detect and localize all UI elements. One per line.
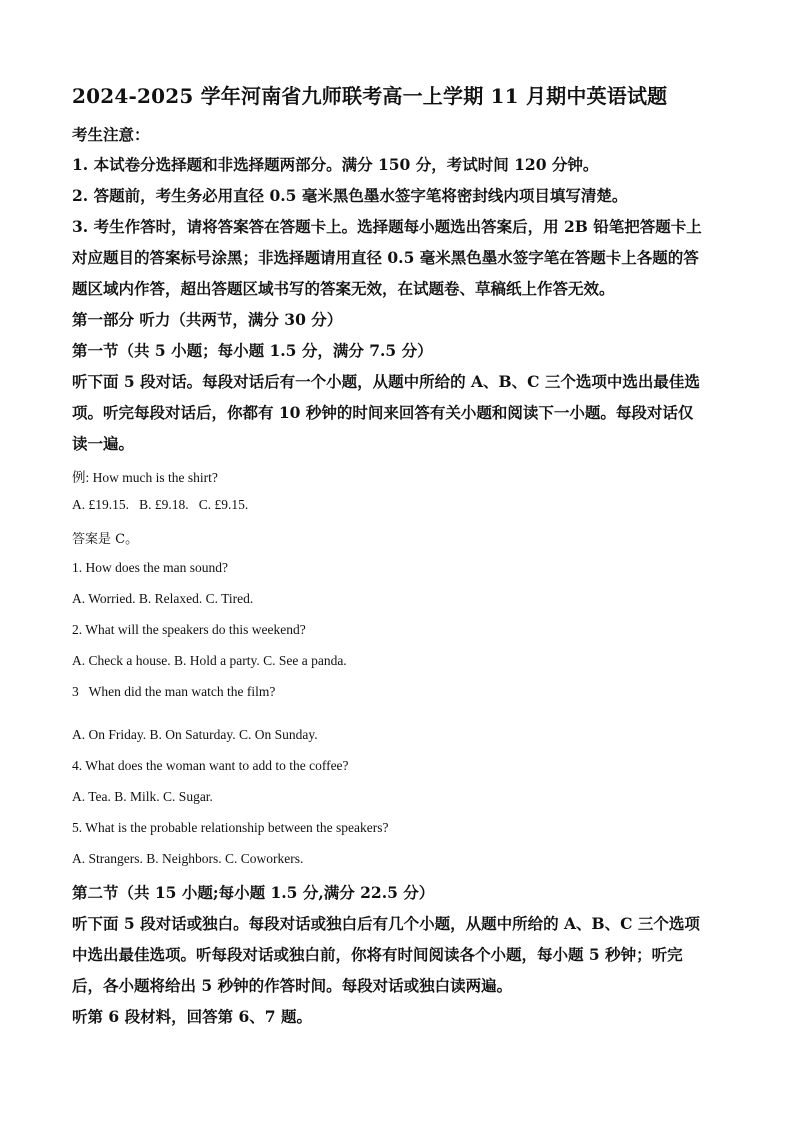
section1-instruction-1: 听下面 5 段对话。每段对话后有一个小题，从题中所给的 A、B、C 三个选项中选出最佳选: [72, 372, 700, 391]
question-4: 4. What does the woman want to add to the coffee?: [72, 758, 349, 773]
question-3-options: A. On Friday. B. On Saturday. C. On Sunday.: [72, 727, 318, 742]
material-6-instruction: 听第 6 段材料，回答第 6、7 题。: [72, 1007, 312, 1026]
section2-heading: 第二节（共 15 小题;每小题 1.5 分,满分 22.5 分）: [72, 883, 435, 902]
question-5: 5. What is the probable relationship between the speakers?: [72, 820, 389, 835]
notice-line-1: 1. 本试卷分选择题和非选择题两部分。满分 150 分，考试时间 120 分钟。: [72, 155, 599, 174]
example-options: A. £19.15. B. £9.18. C. £9.15.: [72, 497, 249, 512]
section2-instruction-2: 中选出最佳选项。听每段对话或独白前，你将有时间阅读各个小题，每小题 5 秒钟；听完: [72, 945, 683, 964]
notice-line-2: 2. 答题前，考生务必用直径 0.5 毫米黑色墨水签字笔将密封线内项目填写清楚。: [72, 186, 628, 205]
section1-instruction-3: 读一遍。: [72, 434, 135, 453]
question-3: 3 When did the man watch the film?: [72, 684, 276, 699]
section1-instruction-2: 项。听完每段对话后，你都有 10 秒钟的时间来回答有关小题和阅读下一小题。每段对话仅: [72, 403, 694, 422]
question-2: 2. What will the speakers do this weekend?: [72, 622, 306, 637]
example-answer: 答案是 C。: [72, 532, 139, 547]
notice-heading: 考生注意：: [72, 125, 150, 144]
example-question: 例: How much is the shirt?: [72, 470, 218, 485]
section2-instruction-3: 后，各小题将给出 5 秒钟的作答时间。每段对话或独白读两遍。: [72, 976, 513, 995]
section1-heading: 第一节（共 5 小题；每小题 1.5 分，满分 7.5 分）: [72, 341, 433, 360]
question-1: 1. How does the man sound?: [72, 560, 228, 575]
notice-line-5: 题区域内作答，超出答题区域书写的答案无效，在试题卷、草稿纸上作答无效。: [72, 279, 615, 298]
question-1-options: A. Worried. B. Relaxed. C. Tired.: [72, 591, 254, 606]
page-title: 2024-2025 学年河南省九师联考高一上学期 11 月期中英语试题: [72, 84, 668, 108]
notice-line-4: 对应题目的答案标号涂黑；非选择题请用直径 0.5 毫米黑色墨水签字笔在答题卡上各题的答: [72, 248, 699, 267]
notice-line-3: 3. 考生作答时，请将答案答在答题卡上。选择题每小题选出答案后，用 2B 铅笔把答题卡上: [72, 217, 702, 236]
section2-instruction-1: 听下面 5 段对话或独白。每段对话或独白后有几个小题，从题中所给的 A、B、C 三个选项: [72, 914, 700, 933]
question-5-options: A. Strangers. B. Neighbors. C. Coworkers.: [72, 851, 304, 866]
question-4-options: A. Tea. B. Milk. C. Sugar.: [72, 789, 213, 804]
question-2-options: A. Check a house. B. Hold a party. C. See a panda.: [72, 653, 347, 668]
part1-heading: 第一部分 听力（共两节，满分 30 分）: [72, 310, 343, 329]
